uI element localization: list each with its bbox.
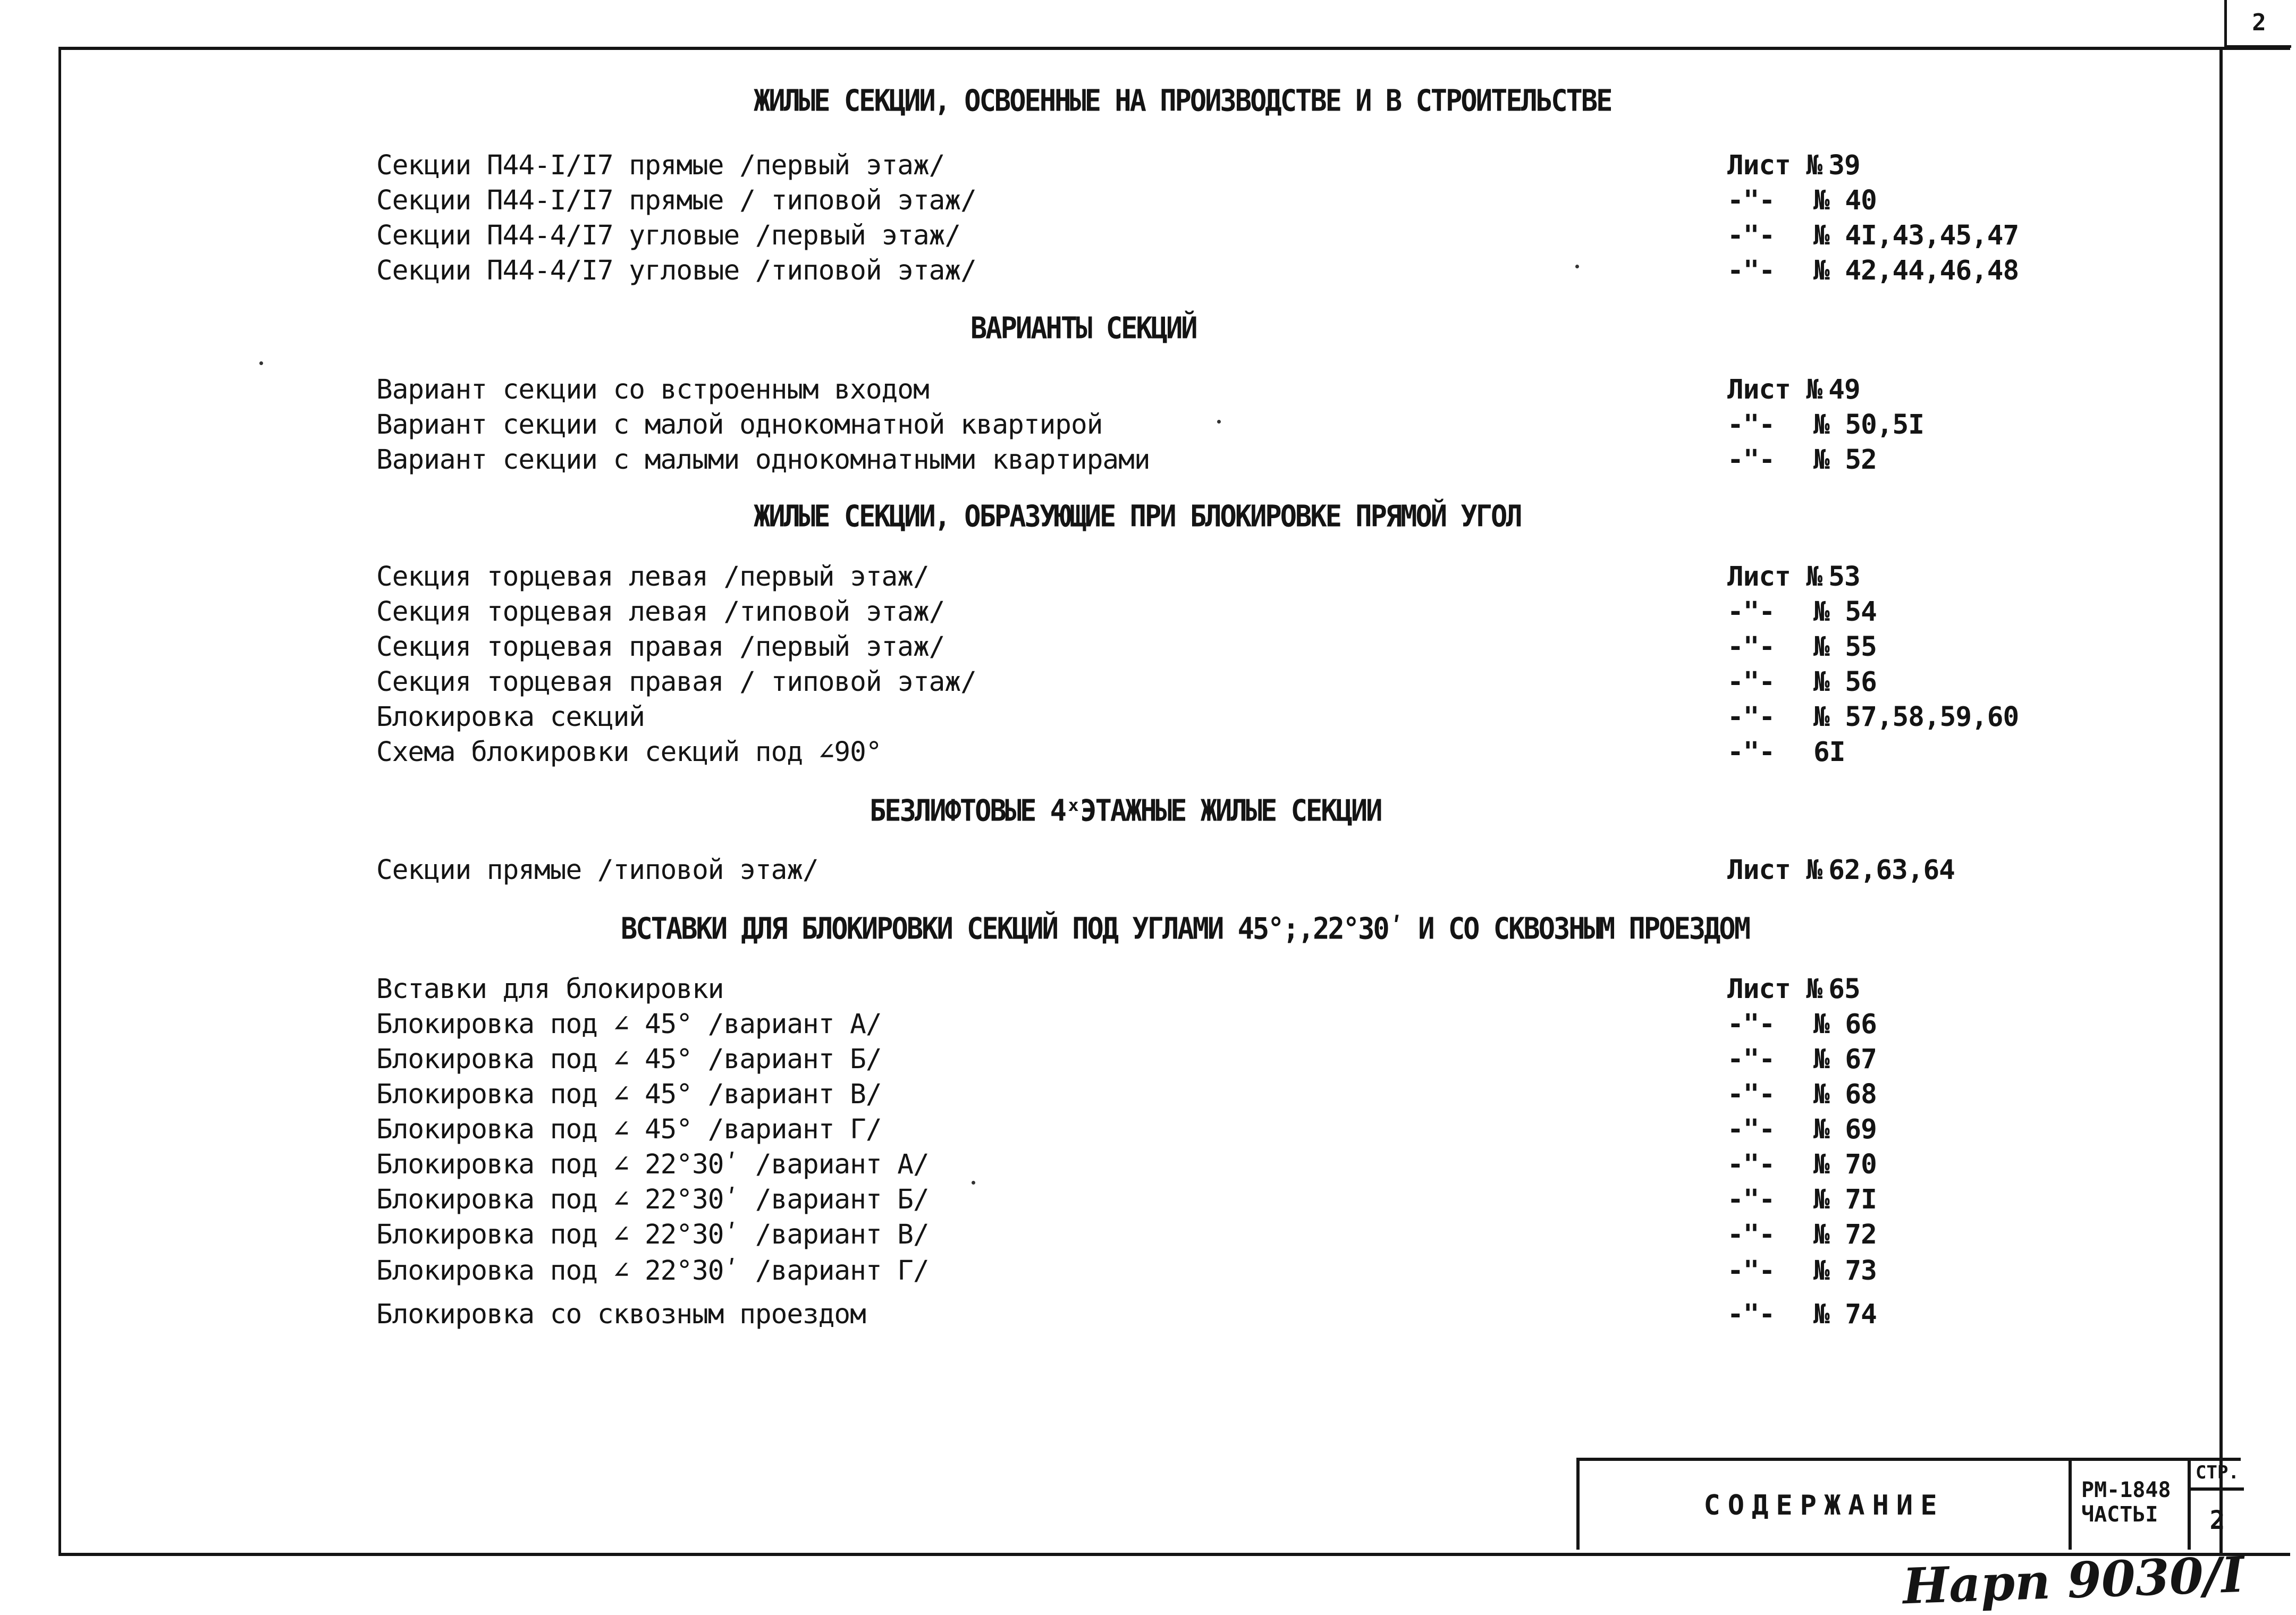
- row-ref: -"- 6I: [1727, 737, 1845, 768]
- row-ref: -"- № 66: [1727, 1009, 1877, 1040]
- sheet-cell: [2191, 1458, 2244, 1550]
- row-label: Блокировка под ∠ 45° /вариант Г/: [376, 1114, 882, 1145]
- row-label: Секции П44-I/I7 прямые / типовой этаж/: [376, 185, 976, 216]
- row-label: Секции прямые /типовой этаж/: [376, 855, 818, 886]
- section-title-1: ЖИЛЫЕ СЕКЦИИ, ОСВОЕННЫЕ НА ПРОИЗВОДСТВЕ И В СТРОИТЕЛЬСТВЕ: [754, 83, 1611, 119]
- row-label: Блокировка под ∠ 22°30ʹ /вариант А/: [376, 1149, 929, 1180]
- row-ref: -"- № 57,58,59,60: [1727, 701, 2019, 733]
- frame-right-edge: [2219, 47, 2223, 1553]
- section-title-5: ВСТАВКИ ДЛЯ БЛОКИРОВКИ СЕКЦИЙ ПОД УГЛАМИ 45°;,22°30ʹ И СО СКВОЗНЫМ ПРОЕЗДОМ: [621, 911, 1749, 946]
- row-label: Секции П44-4/I7 угловые /типовой этаж/: [376, 255, 976, 286]
- row-label: Блокировка под ∠ 45° /вариант А/: [376, 1009, 882, 1040]
- row-ref: -"- № 67: [1727, 1044, 1877, 1075]
- row-label: Секция торцевая правая / типовой этаж/: [376, 666, 976, 698]
- row-label: Секция торцевая правая /первый этаж/: [376, 631, 945, 663]
- row-ref: -"- № 55: [1727, 631, 1877, 663]
- scan-speck: [259, 361, 263, 365]
- section-title-2: ВАРИАНТЫ СЕКЦИЙ: [970, 311, 1196, 346]
- row-ref: -"- № 4I,43,45,47: [1727, 220, 2019, 251]
- row-label: Блокировка секций: [376, 701, 645, 733]
- row-ref: -"- № 50,5I: [1727, 409, 1924, 441]
- row-label: Блокировка под ∠ 45° /вариант Б/: [376, 1044, 882, 1075]
- row-label: Блокировка со сквозным проездом: [376, 1299, 866, 1330]
- row-ref: Лист № 62,63,64: [1727, 855, 1955, 886]
- row-ref: -"- № 68: [1727, 1079, 1877, 1110]
- row-ref: -"- № 7I: [1727, 1184, 1877, 1215]
- scan-speck: [1575, 265, 1579, 268]
- sheet-number: 2: [2209, 1505, 2225, 1535]
- row-ref: -"- № 54: [1727, 596, 1877, 628]
- page-number-box: [2224, 0, 2291, 48]
- row-label: Вставки для блокировки: [376, 974, 724, 1005]
- row-label: Блокировка под ∠ 22°30ʹ /вариант В/: [376, 1219, 929, 1250]
- row-ref: Лист № 53: [1727, 561, 1860, 593]
- row-ref: -"- № 52: [1727, 444, 1877, 476]
- row-label: Секции П44-I/I7 прямые /первый этаж/: [376, 150, 945, 181]
- row-label: Блокировка под ∠ 22°30ʹ /вариант Г/: [376, 1255, 929, 1287]
- handwritten-signature: Нарп 9030/I: [1902, 1545, 2246, 1615]
- row-label: Секция торцевая левая /первый этаж/: [376, 561, 929, 593]
- row-ref: Лист № 65: [1727, 974, 1860, 1005]
- section-title-3: ЖИЛЫЕ СЕКЦИИ, ОБРАЗУЮЩИЕ ПРИ БЛОКИРОВКЕ ПРЯМОЙ УГОЛ: [754, 499, 1521, 534]
- row-ref: -"- № 70: [1727, 1149, 1877, 1180]
- sheet-label: СТР.: [2191, 1458, 2244, 1491]
- document-part: ЧАСТЬI: [2081, 1502, 2158, 1527]
- row-ref: -"- № 40: [1727, 185, 1877, 216]
- scan-speck: [972, 1181, 975, 1185]
- row-ref: Лист № 39: [1727, 150, 1860, 181]
- row-ref: -"- № 73: [1727, 1255, 1877, 1287]
- row-label: Блокировка под ∠ 45° /вариант В/: [376, 1079, 882, 1110]
- title-block-code: [2069, 1458, 2191, 1550]
- section-title-4: БЕЗЛИФТОВЫЕ 4ˣЭТАЖНЫЕ ЖИЛЫЕ СЕКЦИИ: [870, 793, 1381, 828]
- title-block-title: СОДЕРЖАНИЕ: [1703, 1489, 1945, 1521]
- row-label: Вариант секции с малой однокомнатной квартирой: [376, 409, 1103, 441]
- row-label: Схема блокировки секций под ∠90°: [376, 737, 882, 768]
- document-code: РМ-1848: [2081, 1478, 2171, 1502]
- row-ref: -"- № 42,44,46,48: [1727, 255, 2019, 286]
- scan-speck: [1217, 420, 1221, 424]
- row-ref: -"- № 72: [1727, 1219, 1877, 1250]
- row-ref: -"- № 74: [1727, 1299, 1877, 1330]
- row-ref: -"- № 69: [1727, 1114, 1877, 1145]
- row-label: Вариант секции со встроенным входом: [376, 374, 929, 405]
- title-block: [1576, 1458, 2241, 1550]
- row-label: Секции П44-4/I7 угловые /первый этаж/: [376, 220, 961, 251]
- row-ref: -"- № 56: [1727, 666, 1877, 698]
- row-ref: Лист № 49: [1727, 374, 1860, 405]
- page-number: 2: [2252, 9, 2266, 36]
- row-label: Вариант секции с малыми однокомнатными квартирами: [376, 444, 1150, 476]
- row-label: Секция торцевая левая /типовой этаж/: [376, 596, 945, 628]
- row-label: Блокировка под ∠ 22°30ʹ /вариант Б/: [376, 1184, 929, 1215]
